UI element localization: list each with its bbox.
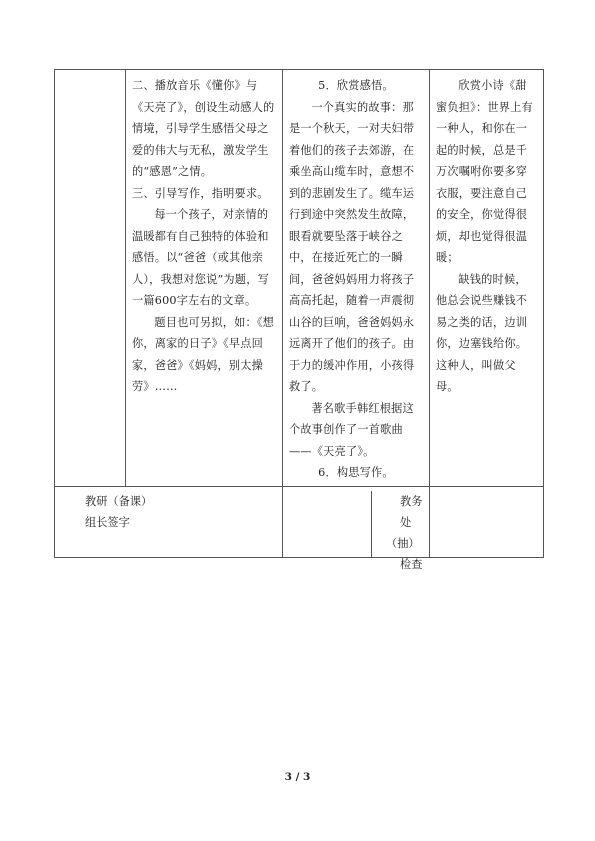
title-suggestion-text: 题目也可另拟，如：《想你，离家的日子》《早点回家，爸爸》《妈妈，别太操劳》…… [132,315,275,393]
poem-text: 欣赏小诗《甜蜜负担》：世界上有一种人，和你在一起的时候，总是千万次嘱咐你要多穿衣服，要注意自己的安全，你觉得很烦，却也觉得很温暖； [436,79,533,264]
group-leader-label-1: 教研（备课） [85,495,153,508]
step-two-text: 二、播放音乐《懂你》与《天亮了》，创设生动感人的情境，引导学生感悟父母之爱的伟大与无私，激发学生的“感恩”之情。 [132,79,275,178]
writing-requirement-text: 每一个孩子，对亲情的温暖都有自己独特的体验和感悟。以“爸爸（或其他亲人），我想对您说”为题，写一篇600字左右的文章。 [132,208,269,307]
step-five-text: 5．欣赏感悟。 [318,79,394,92]
song-text: 著名歌手韩红根据这个故事创作了一首歌曲——《天亮了》。 [289,401,414,458]
academic-office-label-2: （抽） [386,537,420,550]
academic-office-cell [283,487,430,571]
step-six-text: 6．构思写作。 [318,466,394,479]
signature-blank [283,491,372,557]
student-activity-cell [283,70,430,487]
poem-ending-text: 缺钱的时候，他总会说些赚钱不易之类的话，边训你，边塞钱给你。这种人，叫做父母。 [436,272,528,393]
lesson-plan-table [54,69,544,571]
story-text: 一个真实的故事：那是一个秋天，一对夫妇带着他们的孩子去郊游，在乘坐高山缆车时，意想不到的悲剧发生了。缆车运行到途中突然发生故障，眼看就要坠落于峡谷之中，在接近死亡的一瞬间，爸爸妈妈用力将孩子高高托起，随着一声震彻山谷的巨响，爸爸妈妈永远离开了他们的孩子。由于力的缓冲作用，小孩得救了。 [289,100,415,393]
signature-row [55,487,544,558]
academic-office-label-3: 检查 [400,558,423,571]
empty-cell [55,70,126,487]
page-number: 3 / 3 [284,771,311,783]
step-three-text: 三、引导写作，指明要求。 [132,186,269,200]
check-signature-blank [430,487,544,558]
group-leader-label-2: 组长签字 [85,516,130,529]
content-row [55,70,544,487]
teacher-activity-cell [126,70,283,487]
notes-cell [430,70,544,487]
academic-office-label-1: 教务处 [400,495,423,529]
group-leader-label-cell [55,487,283,558]
